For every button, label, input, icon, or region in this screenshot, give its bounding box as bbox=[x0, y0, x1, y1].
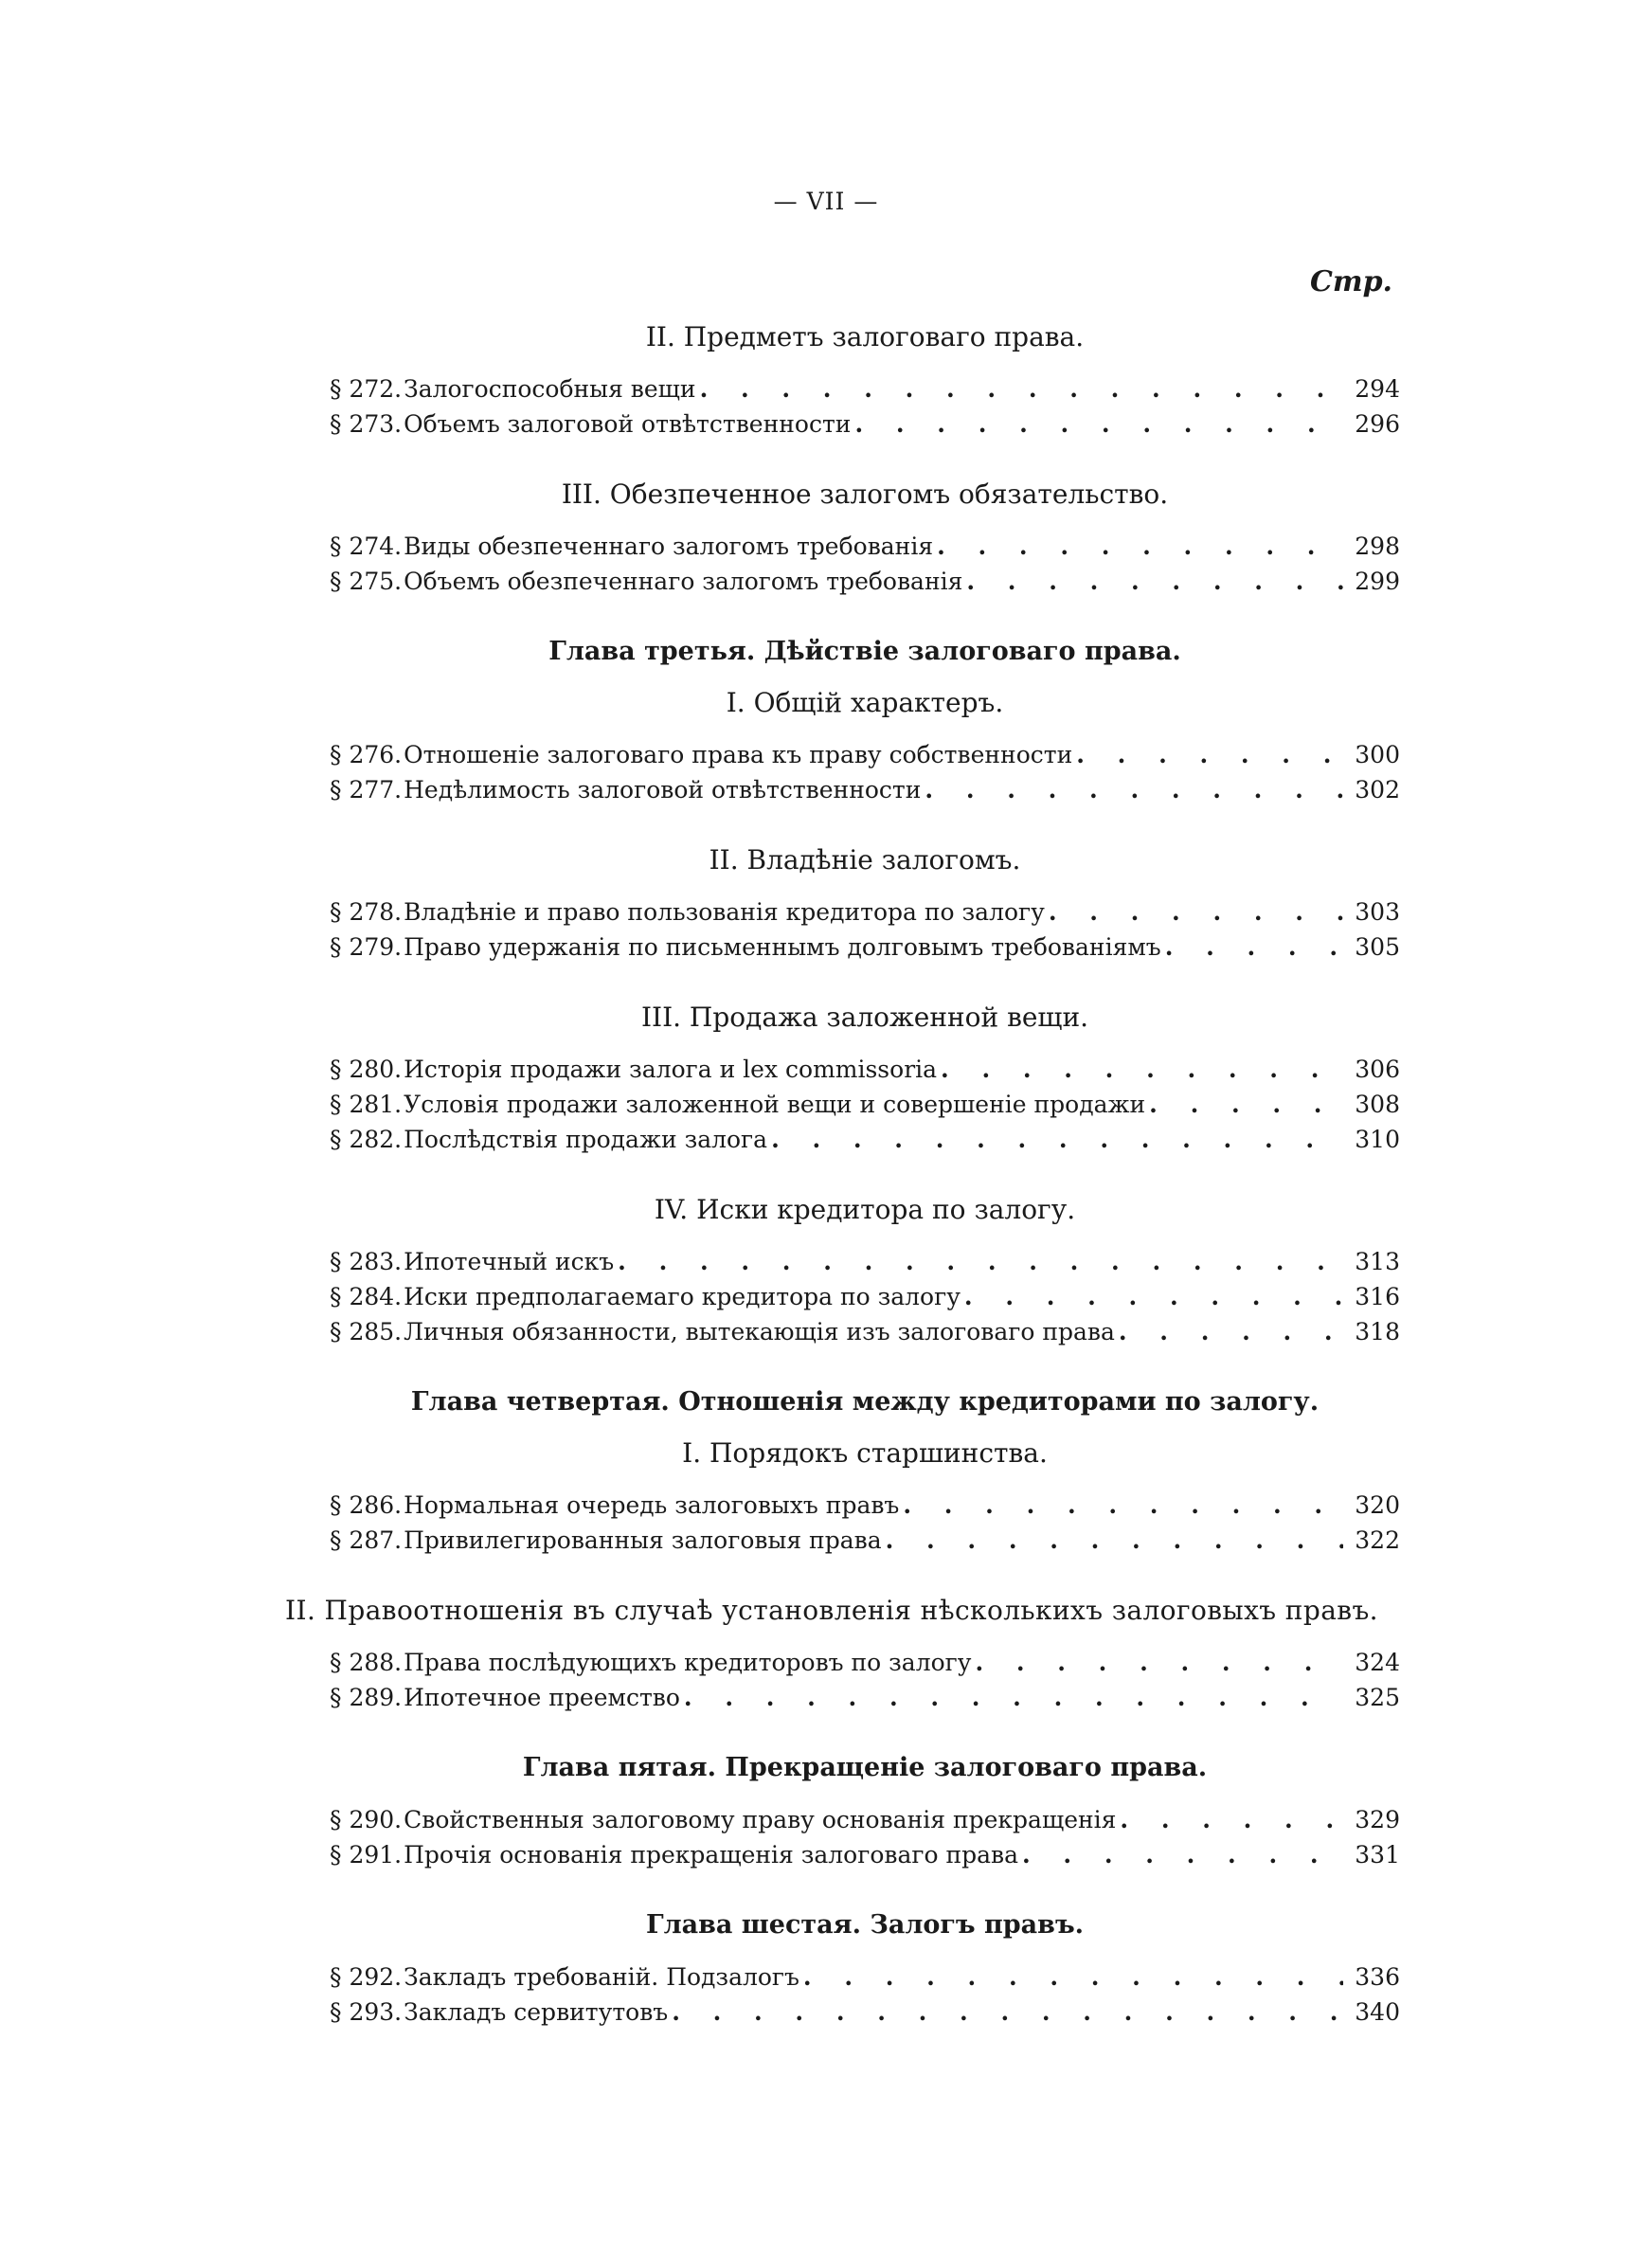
section-number: § 285. bbox=[330, 1318, 403, 1345]
entry-title: Исторія продажи залога и lex commissoria bbox=[404, 1056, 938, 1083]
section-heading: III. Продажа заложенной вещи. bbox=[640, 1002, 1089, 1033]
entry-list bbox=[330, 1244, 1400, 1349]
chapter-heading: Глава третья. Дѣйствіе залоговаго права. bbox=[548, 637, 1181, 666]
entry-title: Право удержанія по письменнымъ долговымъ требованіямъ bbox=[404, 933, 1161, 961]
toc-entry[interactable] bbox=[330, 1244, 1400, 1279]
chapter-heading: Глава четвертая. Отношенія между кредиторами по залогу. bbox=[410, 1387, 1320, 1417]
toc-entry[interactable] bbox=[330, 772, 1400, 807]
section-heading: II. Владѣніе залогомъ. bbox=[709, 844, 1021, 876]
section-heading: I. Порядокъ старшинства. bbox=[682, 1437, 1048, 1469]
toc-entry[interactable] bbox=[330, 894, 1400, 930]
dot-leader bbox=[618, 1244, 1343, 1279]
toc-entry[interactable] bbox=[330, 1087, 1400, 1122]
dot-leader bbox=[1049, 894, 1343, 930]
dot-leader bbox=[684, 1680, 1343, 1715]
page-column-label: Стр. bbox=[1309, 265, 1392, 298]
entry-list bbox=[330, 1802, 1400, 1872]
page-ref: 305 bbox=[1355, 933, 1400, 961]
toc-entry[interactable] bbox=[330, 1995, 1400, 2030]
dot-leader bbox=[854, 406, 1343, 442]
entry-title: Недѣлимость залоговой отвѣтственности bbox=[404, 776, 922, 803]
section-number: § 288. bbox=[330, 1649, 403, 1676]
section-number: § 283. bbox=[330, 1248, 403, 1275]
dot-leader bbox=[672, 1995, 1343, 2030]
toc-entry[interactable] bbox=[330, 1314, 1400, 1349]
toc-entry[interactable] bbox=[330, 529, 1400, 564]
toc-entry[interactable] bbox=[330, 406, 1400, 442]
section-number: § 281. bbox=[330, 1091, 403, 1118]
dot-leader bbox=[1022, 1837, 1343, 1872]
entry-title: Объемъ обезпеченнаго залогомъ требованія bbox=[404, 568, 963, 595]
toc-entry[interactable] bbox=[330, 1122, 1400, 1157]
toc-entry[interactable] bbox=[330, 1488, 1400, 1523]
page-ref: 318 bbox=[1355, 1318, 1400, 1345]
section-number: § 274. bbox=[330, 533, 403, 560]
entry-title: Отношеніе залоговаго права къ праву собственности bbox=[404, 741, 1073, 768]
toc-entry[interactable] bbox=[330, 1052, 1400, 1087]
entry-list bbox=[330, 894, 1400, 965]
section-number: § 282. bbox=[330, 1126, 403, 1153]
entry-title: Ипотечное преемство bbox=[404, 1684, 680, 1711]
entry-title: Объемъ залоговой отвѣтственности bbox=[404, 410, 852, 438]
dot-leader bbox=[1076, 737, 1343, 772]
section-number: § 292. bbox=[330, 1963, 403, 1991]
section-heading: I. Общій характеръ. bbox=[726, 687, 1004, 718]
entry-list bbox=[330, 371, 1400, 442]
toc-entry[interactable] bbox=[330, 1279, 1400, 1314]
entry-title: Свойственныя залоговому праву основанія прекращенія bbox=[404, 1806, 1117, 1833]
toc-entry[interactable] bbox=[330, 1959, 1400, 1995]
entry-title: Послѣдствія продажи залога bbox=[404, 1126, 768, 1153]
entry-title: Владѣніе и право пользованія кредитора по залогу bbox=[404, 898, 1045, 926]
entry-list bbox=[330, 1052, 1400, 1157]
entry-list bbox=[330, 1645, 1400, 1715]
page-ref: 298 bbox=[1355, 533, 1400, 560]
dot-leader bbox=[1149, 1087, 1343, 1122]
section-number: § 279. bbox=[330, 933, 403, 961]
page-ref: 331 bbox=[1355, 1841, 1400, 1869]
toc-entry[interactable] bbox=[330, 1837, 1400, 1872]
section-heading: II. Правоотношенія въ случаѣ установленія нѣсколькихъ залоговыхъ правъ. bbox=[285, 1595, 1378, 1626]
dot-leader bbox=[886, 1523, 1343, 1558]
toc-entry[interactable] bbox=[330, 371, 1400, 406]
page-ref: 340 bbox=[1355, 1998, 1400, 2026]
page-ref: 324 bbox=[1355, 1649, 1400, 1676]
section-number: § 277. bbox=[330, 776, 403, 803]
section-number: § 273. bbox=[330, 410, 403, 438]
table-of-contents bbox=[285, 320, 1400, 2030]
section-heading: III. Обезпеченное залогомъ обязательство. bbox=[561, 478, 1169, 510]
entry-title: Права послѣдующихъ кредиторовъ по залогу bbox=[404, 1649, 972, 1676]
page-ref: 310 bbox=[1355, 1126, 1400, 1153]
entry-list bbox=[330, 737, 1400, 807]
page-ref: 303 bbox=[1355, 898, 1400, 926]
dot-leader bbox=[925, 772, 1343, 807]
entry-title: Закладъ требованій. Подзалогъ bbox=[404, 1963, 799, 1991]
toc-entry[interactable] bbox=[330, 1802, 1400, 1837]
section-number: § 286. bbox=[330, 1491, 403, 1519]
page-ref: 296 bbox=[1355, 410, 1400, 438]
chapter-heading: Глава пятая. Прекращеніе залоговаго права. bbox=[522, 1753, 1208, 1782]
dot-leader bbox=[700, 371, 1343, 406]
page-ref: 306 bbox=[1355, 1056, 1400, 1083]
section-number: § 289. bbox=[330, 1684, 403, 1711]
page-number: — VII — bbox=[773, 188, 879, 215]
entry-title: Залогоспособныя вещи bbox=[404, 375, 696, 403]
section-number: § 275. bbox=[330, 568, 403, 595]
chapter-heading: Глава шестая. Залогъ правъ. bbox=[645, 1910, 1085, 1940]
entry-list bbox=[330, 529, 1400, 599]
toc-entry[interactable] bbox=[330, 564, 1400, 599]
page-ref: 325 bbox=[1355, 1684, 1400, 1711]
entry-title: Привилегированныя залоговыя права bbox=[404, 1526, 882, 1554]
section-number: § 291. bbox=[330, 1841, 403, 1869]
page-ref: 313 bbox=[1355, 1248, 1400, 1275]
section-number: § 287. bbox=[330, 1526, 403, 1554]
entry-title: Прочія основанія прекращенія залоговаго права bbox=[404, 1841, 1019, 1869]
entry-title: Виды обезпеченнаго залогомъ требованія bbox=[404, 533, 934, 560]
dot-leader bbox=[803, 1959, 1343, 1995]
section-number: § 276. bbox=[330, 741, 403, 768]
toc-entry[interactable] bbox=[330, 1523, 1400, 1558]
entry-list bbox=[330, 1488, 1400, 1558]
entry-title: Нормальная очередь залоговыхъ правъ bbox=[404, 1491, 900, 1519]
dot-leader bbox=[937, 529, 1343, 564]
page-ref: 299 bbox=[1355, 568, 1400, 595]
section-heading: II. Предметъ залоговаго права. bbox=[645, 321, 1085, 352]
dot-leader bbox=[771, 1122, 1343, 1157]
toc-entry[interactable] bbox=[330, 1645, 1400, 1680]
page-ref: 329 bbox=[1355, 1806, 1400, 1833]
entry-list bbox=[330, 1959, 1400, 2030]
section-number: § 280. bbox=[330, 1056, 403, 1083]
dot-leader bbox=[966, 564, 1343, 599]
toc-entry[interactable] bbox=[330, 737, 1400, 772]
section-heading: IV. Иски кредитора по залогу. bbox=[654, 1194, 1076, 1225]
section-number: § 272. bbox=[330, 375, 403, 403]
page-ref: 302 bbox=[1355, 776, 1400, 803]
entry-title: Личныя обязанности, вытекающія изъ залоговаго права bbox=[404, 1318, 1115, 1345]
section-number: § 284. bbox=[330, 1283, 403, 1310]
dot-leader bbox=[1119, 1314, 1343, 1349]
page-ref: 300 bbox=[1355, 741, 1400, 768]
dot-leader bbox=[964, 1279, 1343, 1314]
dot-leader bbox=[1165, 930, 1343, 965]
entry-title: Условія продажи заложенной вещи и совершеніе продажи bbox=[404, 1091, 1146, 1118]
page-ref: 320 bbox=[1355, 1491, 1400, 1519]
toc-entry[interactable] bbox=[330, 930, 1400, 965]
page-ref: 294 bbox=[1355, 375, 1400, 403]
dot-leader bbox=[941, 1052, 1343, 1087]
page-ref: 316 bbox=[1355, 1283, 1400, 1310]
toc-entry[interactable] bbox=[330, 1680, 1400, 1715]
section-number: § 290. bbox=[330, 1806, 403, 1833]
entry-title: Иски предполагаемаго кредитора по залогу bbox=[404, 1283, 961, 1310]
page-ref: 308 bbox=[1355, 1091, 1400, 1118]
dot-leader bbox=[903, 1488, 1343, 1523]
section-number: § 293. bbox=[330, 1998, 403, 2026]
entry-title: Закладъ сервитутовъ bbox=[404, 1998, 669, 2026]
entry-title: Ипотечный искъ bbox=[404, 1248, 615, 1275]
dot-leader bbox=[1120, 1802, 1343, 1837]
section-number: § 278. bbox=[330, 898, 403, 926]
dot-leader bbox=[975, 1645, 1343, 1680]
page-ref: 322 bbox=[1355, 1526, 1400, 1554]
page-ref: 336 bbox=[1355, 1963, 1400, 1991]
